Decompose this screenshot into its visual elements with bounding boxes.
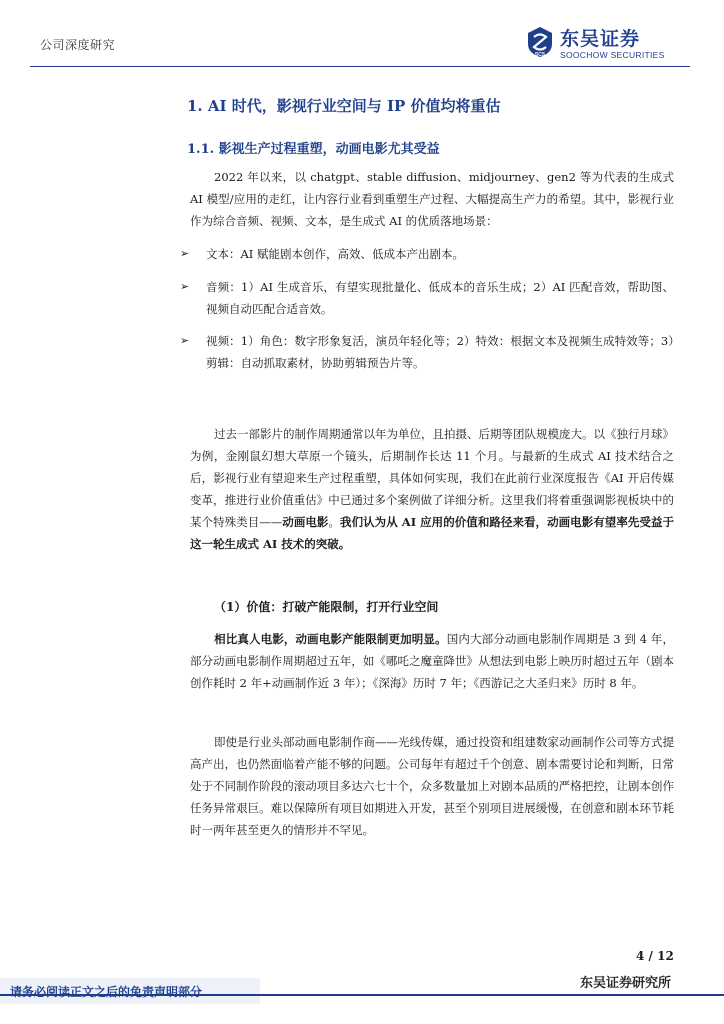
para-bold-text: 动画电影 xyxy=(282,515,329,529)
intro-paragraph xyxy=(190,166,674,232)
para-text: 过去一部影片的制作周期通常以年为单位，且拍摄、后期等团队规模庞大。以《独行月球》为例，金刚鼠幻想大草原一个镜头，后期制作长达 11 个月。与最新的生成式 AI 技术结合之后，影视行业有望迎来生产过程重塑，具体如何实现，我们在此前行业深度报告《AI 开启传媒变革，推进行业价值重估》中已通过多个案例做了详细分析。这里我们将着重强调影视板块中的某个特殊类目—— xyxy=(190,427,674,529)
bullet-text: 文本：AI 赋能剧本创作，高效、低成本产出剧本。 xyxy=(206,247,465,261)
bullet-item xyxy=(180,330,674,374)
page-number: 4 / 12 xyxy=(636,949,674,963)
bullet-item xyxy=(180,276,674,320)
logo-badge-text: SCS xyxy=(534,52,546,58)
company-logo xyxy=(526,24,676,62)
arrow-bullet-icon: ➢ xyxy=(180,334,190,347)
bullet-text: 视频：1）角色：数字形象复活，演员年轻化等；2）特效：根据文本及视频生成特效等；3）剪辑：自动抓取素材，协助剪辑预告片等。 xyxy=(206,334,674,370)
body-paragraph xyxy=(190,628,674,694)
disclaimer-link[interactable]: 请务必阅读正文之后的免责声明部分 xyxy=(10,985,203,999)
body-paragraph xyxy=(190,423,674,555)
intro-text: 2022 年以来，以 chatgpt、stable diffusion、midjourney、gen2 等为代表的生成式 AI 模型/应用的走红，让内容行业看到重塑生产过程、大幅提高生产力的希望。其中，影视行业作为综合音频、视频、文本，是生成式 AI 的优质落地场景： xyxy=(190,170,674,228)
para-text: 即使是行业头部动画电影制作商——光线传媒，通过投资和组建数家动画制作公司等方式提高产出，也仍然面临着产能不够的问题。公司每年有超过千个创意、剧本需要讨论和判断，日常处于不同制作阶段的滚动项目多达六七十个，众多数量加上对剧本品质的严格把控，让剧本创作任务异常艰巨。难以保障所有项目如期进入开发，甚至个别项目进展缓慢，在创意和剧本环节耗时一两年甚至更久的情形并不罕见。 xyxy=(190,735,674,837)
report-type-label: 公司深度研究 xyxy=(40,38,116,52)
para-text: 国内大部分动画电影制作周期是 3 到 4 年，部分动画电影制作周期超过五年，如《哪吒之魔童降世》从想法到电影上映历时超过五年（剧本创作耗时 2 年+动画制作近 3 年）；《深海》历时 7 年；《西游记之大圣归来》历时 8 年。 xyxy=(190,632,674,690)
para-sep: 。 xyxy=(328,515,341,529)
section-heading: 1. AI 时代，影视行业空间与 IP 价值均将重估 xyxy=(187,97,501,115)
sub-heading: （1）价值：打破产能限制，打开行业空间 xyxy=(214,600,439,614)
para-bold-lead: 相比真人电影，动画电影产能限制更加明显。 xyxy=(214,632,447,646)
para-bold-conclusion: 我们认为从 AI 应用的价值和路径来看，动画电影有望率先受益于这一轮生成式 AI 技术的突破。 xyxy=(190,515,675,551)
logo-name-en: SOOCHOW SECURITIES xyxy=(560,50,665,60)
bullet-text: 音频：1）AI 生成音乐，有望实现批量化、低成本的音乐生成；2）AI 匹配音效，帮助图、视频自动匹配合适音效。 xyxy=(206,280,674,316)
arrow-bullet-icon: ➢ xyxy=(180,280,190,293)
subsection-heading: 1.1. 影视生产过程重塑，动画电影尤其受益 xyxy=(187,142,440,157)
body-paragraph xyxy=(190,731,674,841)
header-divider xyxy=(30,66,690,67)
bullet-item xyxy=(180,243,674,265)
logo-mark-icon xyxy=(526,26,554,58)
logo-name-cn: 东吴证券 xyxy=(560,28,641,50)
institute-name: 东吴证券研究所 xyxy=(580,976,672,991)
arrow-bullet-icon: ➢ xyxy=(180,247,190,260)
